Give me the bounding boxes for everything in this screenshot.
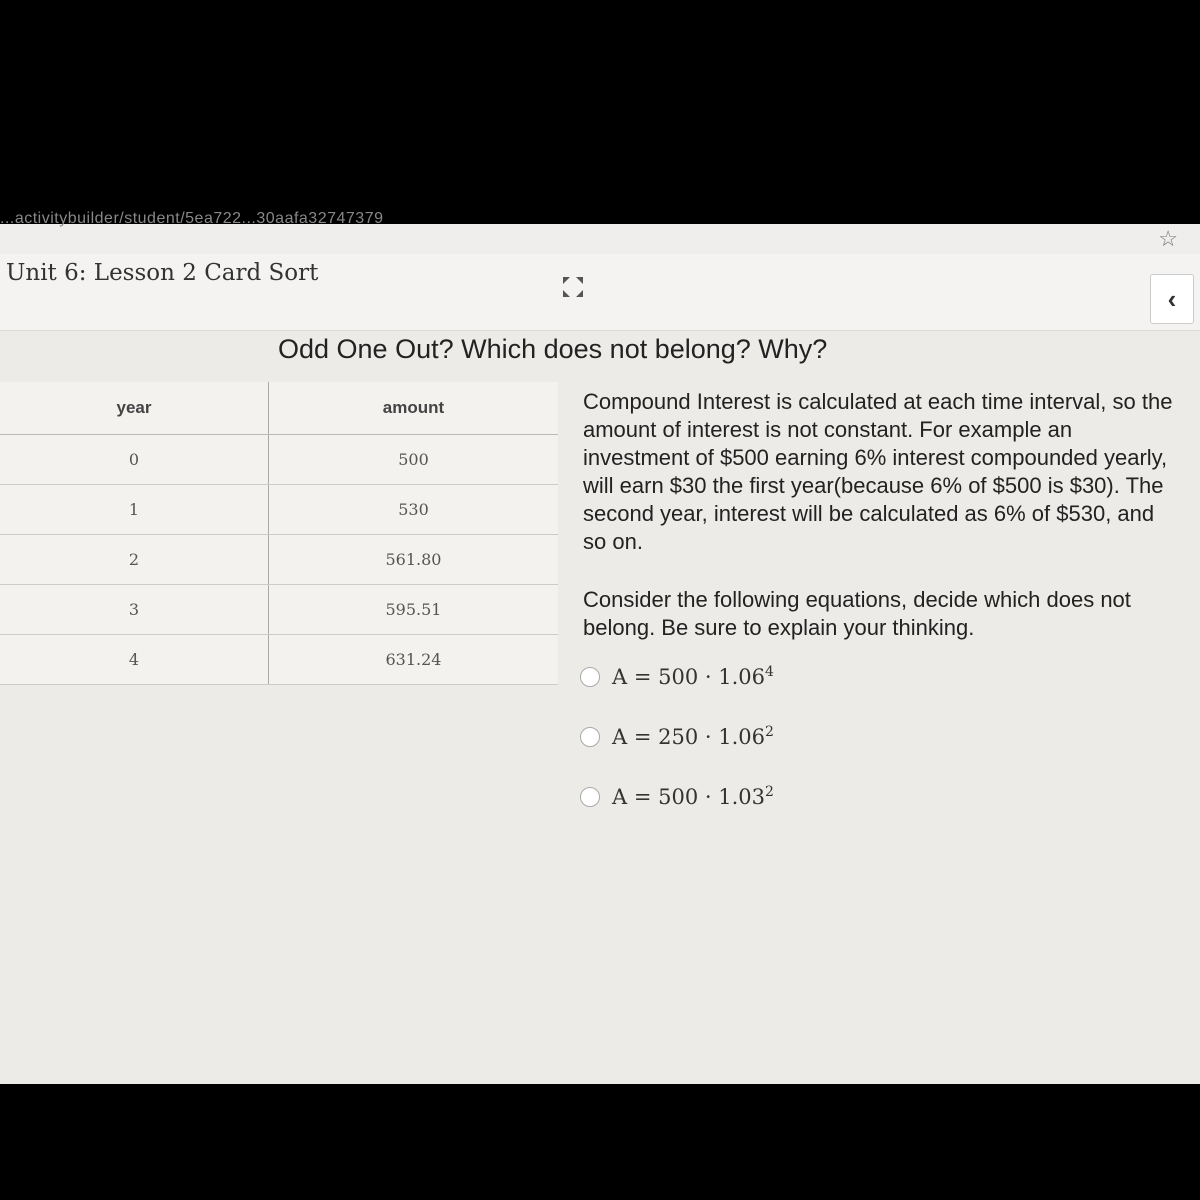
instruction-paragraph: Consider the following equations, decide which does not belong. Be sure to explain your thinking.	[583, 587, 1131, 640]
equation-label: $A = 500 \cdot 1.03^2$	[612, 784, 774, 809]
collapse-button[interactable]	[1150, 274, 1194, 324]
table-header-row	[0, 382, 558, 435]
fullscreen-icon[interactable]	[560, 274, 586, 300]
table-cell: 595.51	[269, 585, 559, 635]
radio-button[interactable]	[580, 727, 600, 747]
table-row	[0, 435, 558, 485]
option-3[interactable]	[580, 784, 774, 809]
table-cell: 0	[0, 435, 269, 485]
table-cell: 530	[269, 485, 559, 535]
radio-button[interactable]	[580, 787, 600, 807]
lesson-title: Unit 6: Lesson 2 Card Sort	[6, 260, 319, 286]
table-cell: 4	[0, 635, 269, 685]
bookmark-star-icon[interactable]: ☆	[1158, 226, 1178, 251]
table-row	[0, 485, 558, 535]
table-row	[0, 635, 558, 685]
chevron-left-icon: ‹	[1167, 283, 1177, 314]
table-row	[0, 585, 558, 635]
url-text: ...activitybuilder/student/5ea722...30aafa32747379	[0, 210, 384, 227]
option-1[interactable]	[580, 664, 774, 689]
equation-label: $A = 250 \cdot 1.06^2$	[612, 724, 774, 749]
column-header-amount: amount	[269, 382, 559, 435]
table-cell: 2	[0, 535, 269, 585]
browser-screen	[0, 210, 1200, 1084]
explanation-paragraph: Compound Interest is calculated at each time interval, so the amount of interest is not constant. For example an investment of $500 earning 6% interest compounded yearly, will earn $30 the first year(because 6% of $500 is $30). The second year, interest will be calculated as 6% of $530, and so on.	[583, 389, 1173, 554]
table-cell: 3	[0, 585, 269, 635]
table-cell: 561.80	[269, 535, 559, 585]
radio-button[interactable]	[580, 667, 600, 687]
column-header-year: year	[0, 382, 269, 435]
table-cell: 631.24	[269, 635, 559, 685]
option-2[interactable]	[580, 724, 774, 749]
interest-table	[0, 382, 558, 685]
lesson-header	[0, 254, 1200, 331]
table-cell: 1	[0, 485, 269, 535]
equation-label: $A = 500 \cdot 1.06^4$	[612, 664, 774, 689]
table-cell: 500	[269, 435, 559, 485]
question-heading: Odd One Out? Which does not belong? Why?	[278, 334, 828, 364]
address-bar[interactable]	[0, 210, 1200, 254]
table-row	[0, 535, 558, 585]
